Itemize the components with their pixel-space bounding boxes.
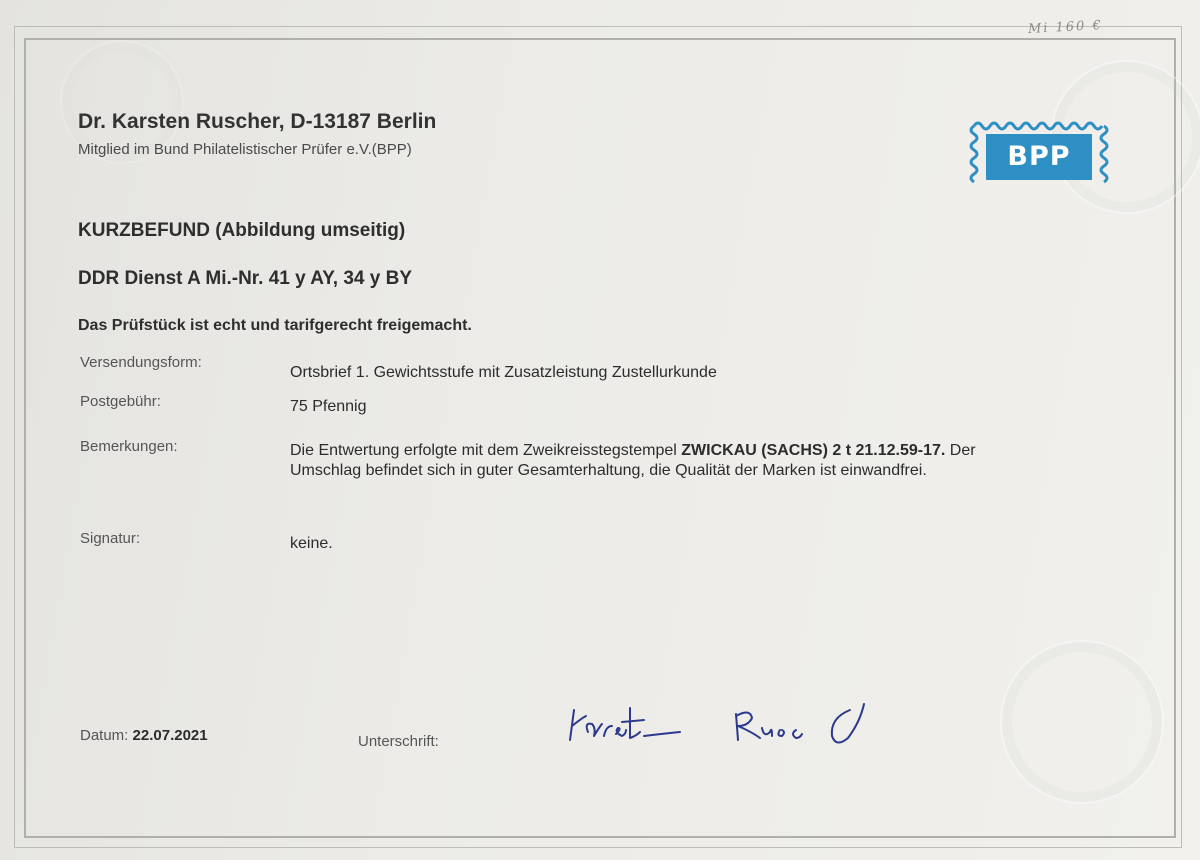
bemerkungen-text-1: Die Entwertung erfolgte mit dem Zweikreisstegstempel [290,442,682,459]
versand-label: Versendungsform: [80,354,202,371]
versand-value: Ortsbrief 1. Gewichtsstufe mit Zusatzleistung Zustellurkunde [290,364,717,381]
datum-value: 22.07.2021 [132,727,208,744]
report-item: DDR Dienst A Mi.-Nr. 41 y AY, 34 y BY [78,268,413,289]
unterschrift-label: Unterschrift: [358,733,439,750]
handwritten-signature [560,692,890,762]
report-statement: Das Prüfstück ist echt und tarifgerecht freigemacht. [78,317,472,334]
bpp-logo [968,116,1112,194]
gebuehr-label: Postgebühr: [80,393,161,410]
embossed-seal-bottom [1000,640,1164,804]
examiner-name: Dr. Karsten Ruscher, D-13187 Berlin [78,110,437,133]
signatur-value: keine. [290,535,333,552]
signatur-label: Signatur: [80,530,141,547]
bemerkungen-text-2: Der Umschlag befindet sich in guter Gesamterhaltung, die Qualität der Marken ist einwandfrei. [290,442,976,479]
pencil-note: Mi 160 € [1027,18,1104,37]
examiner-membership: Mitglied im Bund Philatelistischer Prüfer e.V.(BPP) [78,141,412,158]
bemerkungen-label: Bemerkungen: [80,438,178,455]
gebuehr-value: 75 Pfennig [290,398,367,415]
bemerkungen-stamp: ZWICKAU (SACHS) 2 t 21.12.59-17. [681,442,946,459]
datum-row [80,727,208,744]
report-title: KURZBEFUND (Abbildung umseitig) [78,220,406,241]
bpp-logo-text: BPP [1007,141,1071,172]
bemerkungen-value [290,441,1050,481]
datum-label: Datum: [80,727,129,744]
